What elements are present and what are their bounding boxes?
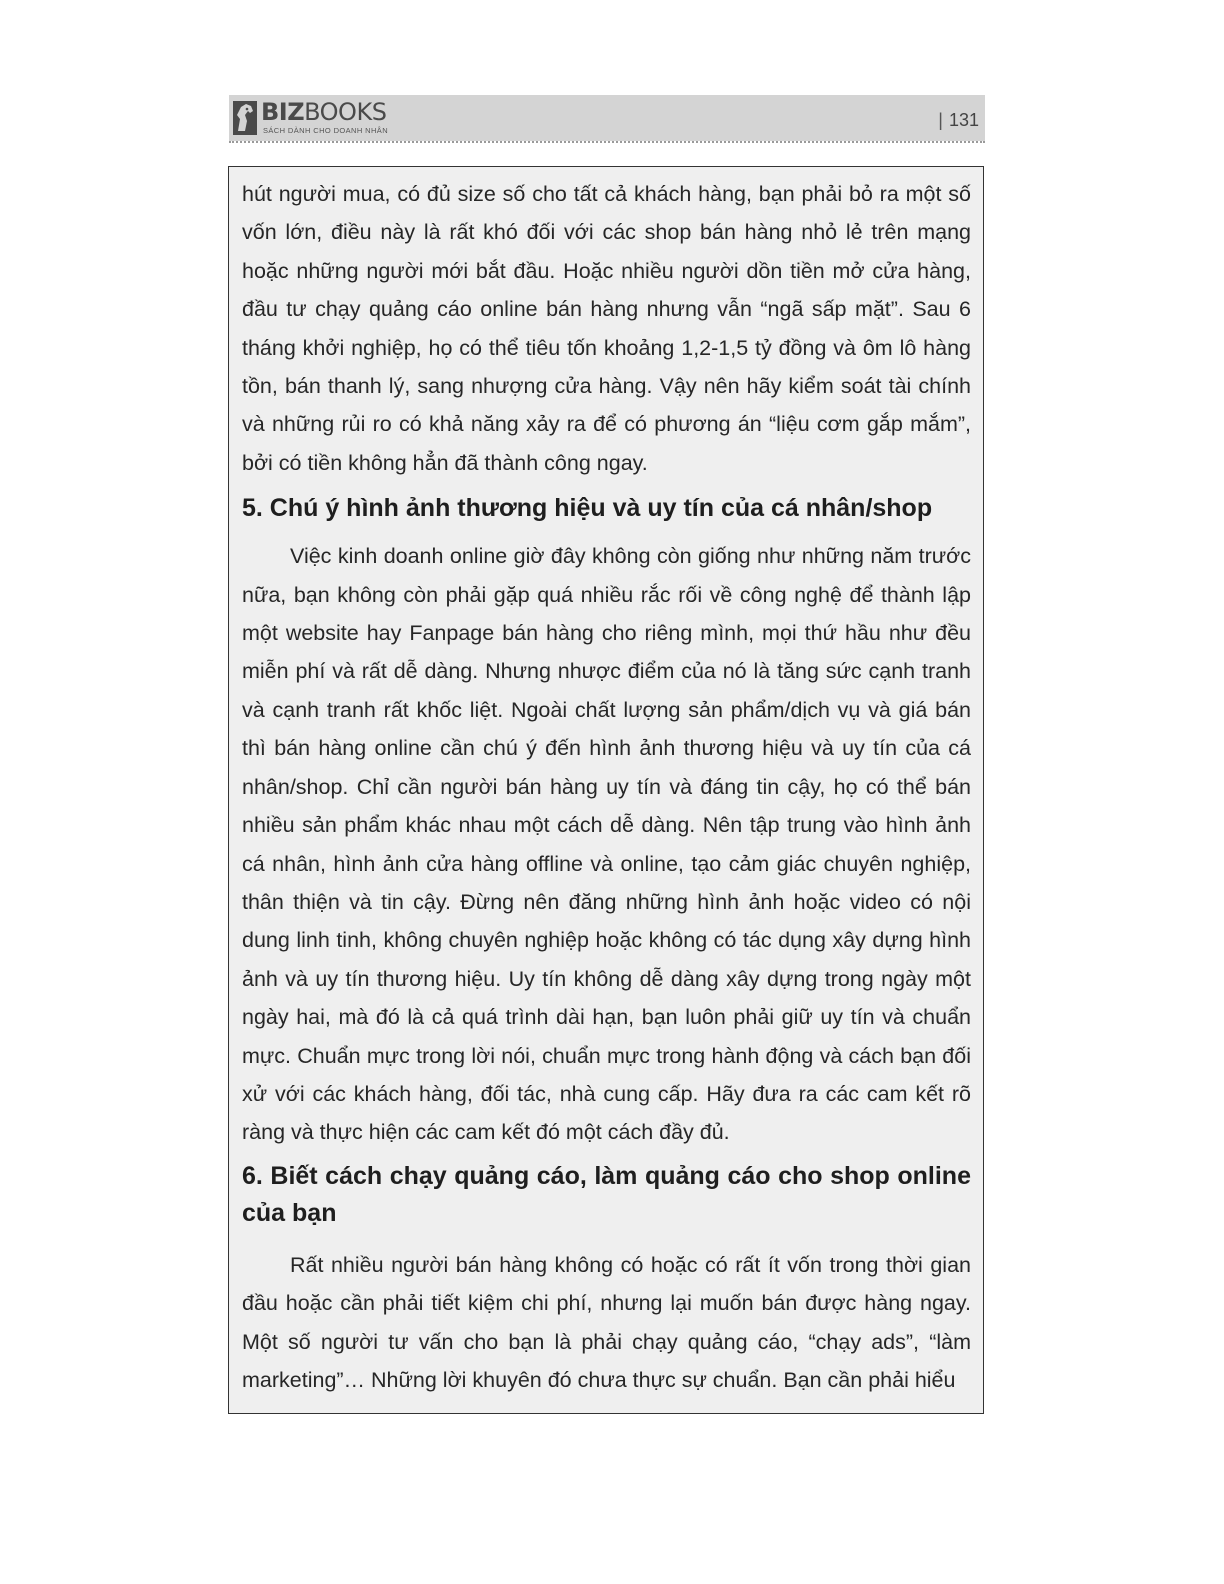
section-heading-5: 5. Chú ý hình ảnh thương hiệu và uy tín của cá nhân/shop [242,494,933,523]
header-divider [229,141,985,143]
page-number-value: 131 [948,110,979,130]
brand-tagline: SÁCH DÀNH CHO DOANH NHÂN [263,126,389,135]
paragraph-continuation: hút người mua, có đủ size số cho tất cả khách hàng, bạn phải bỏ ra một số vốn lớn, điều này là rất khó đối với các shop bán hàng nhỏ lẻ trên mạng hoặc những người mới bắt đầu. Hoặc nhiều người dồn tiền mở cửa hàng, đầu tư chạy quảng cáo online bán hàng nhưng vẫn “ngã sấp mặt”. Sau 6 tháng khởi nghiệp, họ có thể tiêu tốn khoảng 1,2-1,5 tỷ đồng và ôm lô hàng tồn, bán thanh lý, sang nhượng cửa hàng. Vậy nên hãy kiểm soát tài chính và những rủi ro có khả năng xảy ra để có phương án “liệu cơm gắp mắm”, bởi có tiền không hẳn đã thành công ngay. [242,182,971,475]
page-number [938,110,979,131]
brand-name: BIZBOOKS [261,98,387,126]
bizbooks-logo [233,98,389,138]
section-heading-6: 6. Biết cách chạy quảng cáo, làm quảng cáo cho shop online của bạn [242,1161,971,1227]
paragraph-section-5: Việc kinh doanh online giờ đây không còn giống như những năm trước nữa, bạn không còn phải gặp quá nhiều rắc rối về công nghệ để thành lập một website hay Fanpage bán hàng cho riêng mình, mọi thứ hầu như đều miễn phí và rất dễ dàng. Nhưng nhược điểm của nó là tăng sức cạnh tranh và cạnh tranh rất khốc liệt. Ngoài chất lượng sản phẩm/dịch vụ và giá bán thì bán hàng online cần chú ý đến hình ảnh thương hiệu và uy tín của cá nhân/shop. Chỉ cần người bán hàng uy tín và đáng tin cậy, họ có thể bán nhiều sản phẩm khác nhau một cách dễ dàng. Nên tập trung vào hình ảnh cá nhân, hình ảnh cửa hàng offline và online, tạo cảm giác chuyên nghiệp, thân thiện và tin cậy. Đừng nên đăng những hình ảnh hoặc video có nội dung linh tinh, không chuyên nghiệp hoặc không có tác dụng xây dựng hình ảnh và uy tín thương hiệu. Uy tín không dễ dàng xây dựng trong ngày một ngày hai, mà đó là cả quá trình dài hạn, bạn luôn phải giữ uy tín và chuẩn mực. Chuẩn mực trong lời nói, chuẩn mực trong hành động và cách bạn đối xử với các khách hàng, đối tác, nhà cung cấp. Hãy đưa ra các cam kết rõ ràng và thực hiện các cam kết đó một cách đầy đủ. [242,544,971,1145]
content-frame [228,166,984,1414]
paragraph-section-6: Rất nhiều người bán hàng không có hoặc có rất ít vốn trong thời gian đầu hoặc cần phải tiết kiệm chi phí, nhưng lại muốn bán được hàng ngay. Một số người tư vấn cho bạn là phải chạy quảng cáo, “chạy ads”, “làm marketing”… Những lời khuyên đó chưa thực sự chuẩn. Bạn cần phải hiểu [242,1252,971,1392]
page-number-separator: | [938,110,943,130]
horse-head-logo-icon [233,101,257,135]
